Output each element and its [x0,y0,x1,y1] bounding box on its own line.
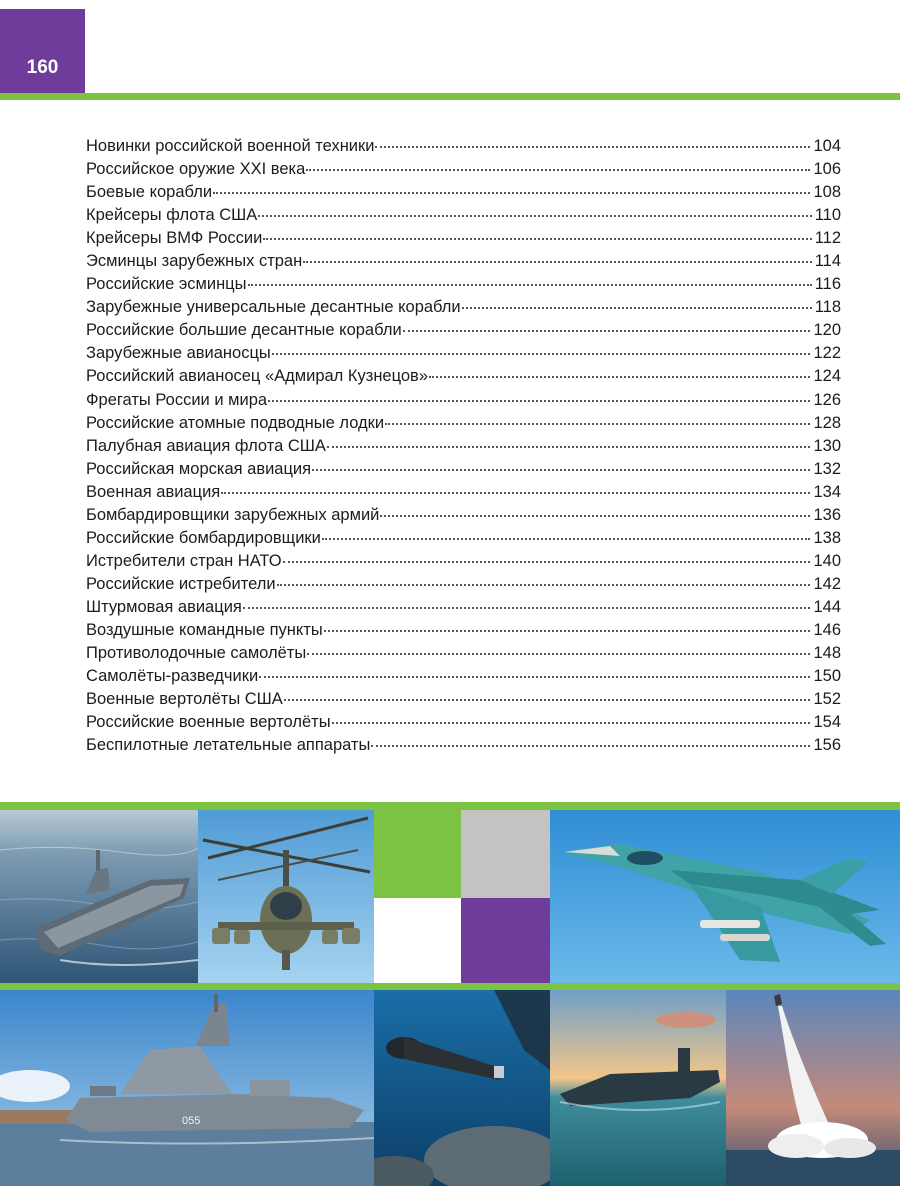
toc-entry-title: Новинки российской военной техники [86,137,375,155]
toc-entry [86,365,841,388]
toc-dot-leader [322,537,811,540]
toc-entry [86,435,841,458]
top-accent-bar [0,93,900,100]
toc-entry [86,734,841,757]
toc-entry-title: Зарубежные универсальные десантные корабли [86,298,461,317]
toc-entry-title: Российские большие десантные корабли [86,321,402,340]
toc-entry-page: 106 [813,160,841,179]
page-number: 160 [26,57,59,78]
toc-entry-title: Российские бомбардировщики [86,528,321,547]
toc-entry-title: Штурмовая авиация [86,597,242,616]
toc-entry-title: Российский авианосец «Адмирал Кузнецов» [86,367,428,386]
toc-entry [86,412,841,435]
missile-launch-photo [726,990,900,1186]
toc-entry-page: 104 [813,137,841,155]
toc-dot-leader [307,652,810,655]
toc-entry [86,181,841,204]
toc-entry-title: Противолодочные самолёты [86,644,307,663]
toc-entry-page: 128 [813,413,841,432]
toc-entry [86,250,841,273]
toc-entry-title: Российское оружие XXI века [86,160,306,179]
toc-entry [86,342,841,365]
toc-entry-page: 110 [814,206,841,225]
torpedo-photo [374,990,550,1186]
toc-entry [86,619,841,642]
toc-dot-leader [248,283,812,286]
toc-dot-leader [283,560,811,563]
toc-dot-leader [429,375,810,378]
hull-number: 055 [182,1115,201,1127]
toc-entry [86,389,841,412]
toc-entry [86,135,841,158]
toc-entry [86,665,841,688]
toc-entry-title: Российские атомные подводные лодки [86,413,385,432]
toc-entry [86,204,841,227]
toc-dot-leader [303,260,811,263]
toc-entry-page: 114 [814,252,841,271]
toc-dot-leader [324,629,811,632]
toc-dot-leader [371,744,810,747]
aircraft-carrier-photo [0,810,198,983]
toc-entry-title: Боевые корабли [86,183,213,202]
photo-strip-middle-bar [0,983,900,990]
toc-entry [86,642,841,665]
toc-entry-title: Российские эсминцы [86,275,247,294]
toc-entry [86,711,841,734]
fighter-bomber-photo [550,810,900,983]
toc-entry-page: 136 [813,505,841,524]
toc-entry-title: Эсминцы зарубежных стран [86,252,303,271]
toc-entry-title: Военные вертолёты США [86,690,283,709]
toc-dot-leader [213,191,810,194]
toc-entry-page: 150 [813,667,841,686]
photo-strip-top-bar [0,802,900,810]
toc-dot-leader [221,491,810,494]
toc-entry [86,550,841,573]
toc-dot-leader [375,145,810,148]
toc-dot-leader [263,237,811,240]
toc-entry-page: 156 [813,736,841,755]
toc-entry [86,227,841,250]
toc-dot-leader [312,468,810,471]
toc-entry [86,527,841,550]
toc-entry-title: Беспилотные летательные аппараты [86,736,371,755]
toc-entry-title: Российские истребители [86,574,276,593]
toc-entry [86,319,841,342]
toc-entry-page: 126 [813,390,841,409]
decor-square-gray [461,810,550,898]
toc-entry-title: Зарубежные авианосцы [86,344,271,363]
toc-dot-leader [385,422,810,425]
toc-entry-page: 148 [813,644,841,663]
toc-entry-title: Фрегаты России и мира [86,390,268,409]
toc-entry-page: 124 [813,367,841,386]
toc-dot-leader [258,214,811,217]
decor-square-green [374,810,461,898]
toc-entry-title: Крейсеры флота США [86,206,258,225]
toc-entry-page: 116 [814,275,841,294]
toc-dot-leader [284,698,811,701]
toc-entry [86,296,841,319]
toc-dot-leader [327,445,811,448]
page-number-badge [0,9,85,93]
toc-entry-page: 132 [813,459,841,478]
toc-dot-leader [332,721,811,724]
toc-entry-title: Российская морская авиация [86,459,312,478]
toc-entry [86,458,841,481]
toc-entry [86,273,841,296]
toc-entry-title: Палубная авиация флота США [86,436,326,455]
toc-dot-leader [259,675,810,678]
missile-cruiser-photo [0,990,374,1186]
toc-entry-title: Российские военные вертолёты [86,713,331,732]
toc-entry [86,573,841,596]
toc-dot-leader [272,352,811,355]
toc-entry-page: 144 [813,597,841,616]
toc-entry-page: 142 [813,574,841,593]
decor-square-white [374,898,461,983]
submarine-photo [550,990,726,1186]
toc-entry-title: Истребители стран НАТО [86,551,282,570]
toc-entry-page: 134 [813,482,841,501]
toc-entry [86,481,841,504]
toc-dot-leader [268,399,810,402]
toc-dot-leader [462,306,812,309]
toc-entry [86,504,841,527]
toc-entry [86,688,841,711]
toc-entry-page: 108 [813,183,841,202]
decor-square-purple [461,898,550,983]
toc-entry-page: 138 [813,528,841,547]
toc-dot-leader [277,583,811,586]
toc-dot-leader [403,329,811,332]
toc-entry-page: 140 [813,551,841,570]
toc-dot-leader [243,606,811,609]
toc-entry-title: Самолёты-разведчики [86,667,259,686]
toc-entry-title: Воздушные командные пункты [86,620,323,639]
toc-entry-page: 122 [813,344,841,363]
toc-dot-leader [306,168,810,171]
toc-entry-page: 118 [814,298,841,317]
table-of-contents [86,135,841,757]
toc-entry-page: 130 [813,436,841,455]
toc-entry [86,158,841,181]
toc-entry-page: 120 [813,321,841,340]
toc-dot-leader [380,514,810,517]
toc-entry-page: 146 [813,620,841,639]
toc-entry-page: 154 [813,713,841,732]
attack-helicopter-photo [198,810,374,983]
toc-entry-title: Военная авиация [86,482,221,501]
toc-entry-page: 112 [814,229,841,248]
toc-entry-page: 152 [813,690,841,709]
toc-entry-title: Бомбардировщики зарубежных армий [86,505,380,524]
toc-entry [86,596,841,619]
toc-entry-title: Крейсеры ВМФ России [86,229,263,248]
